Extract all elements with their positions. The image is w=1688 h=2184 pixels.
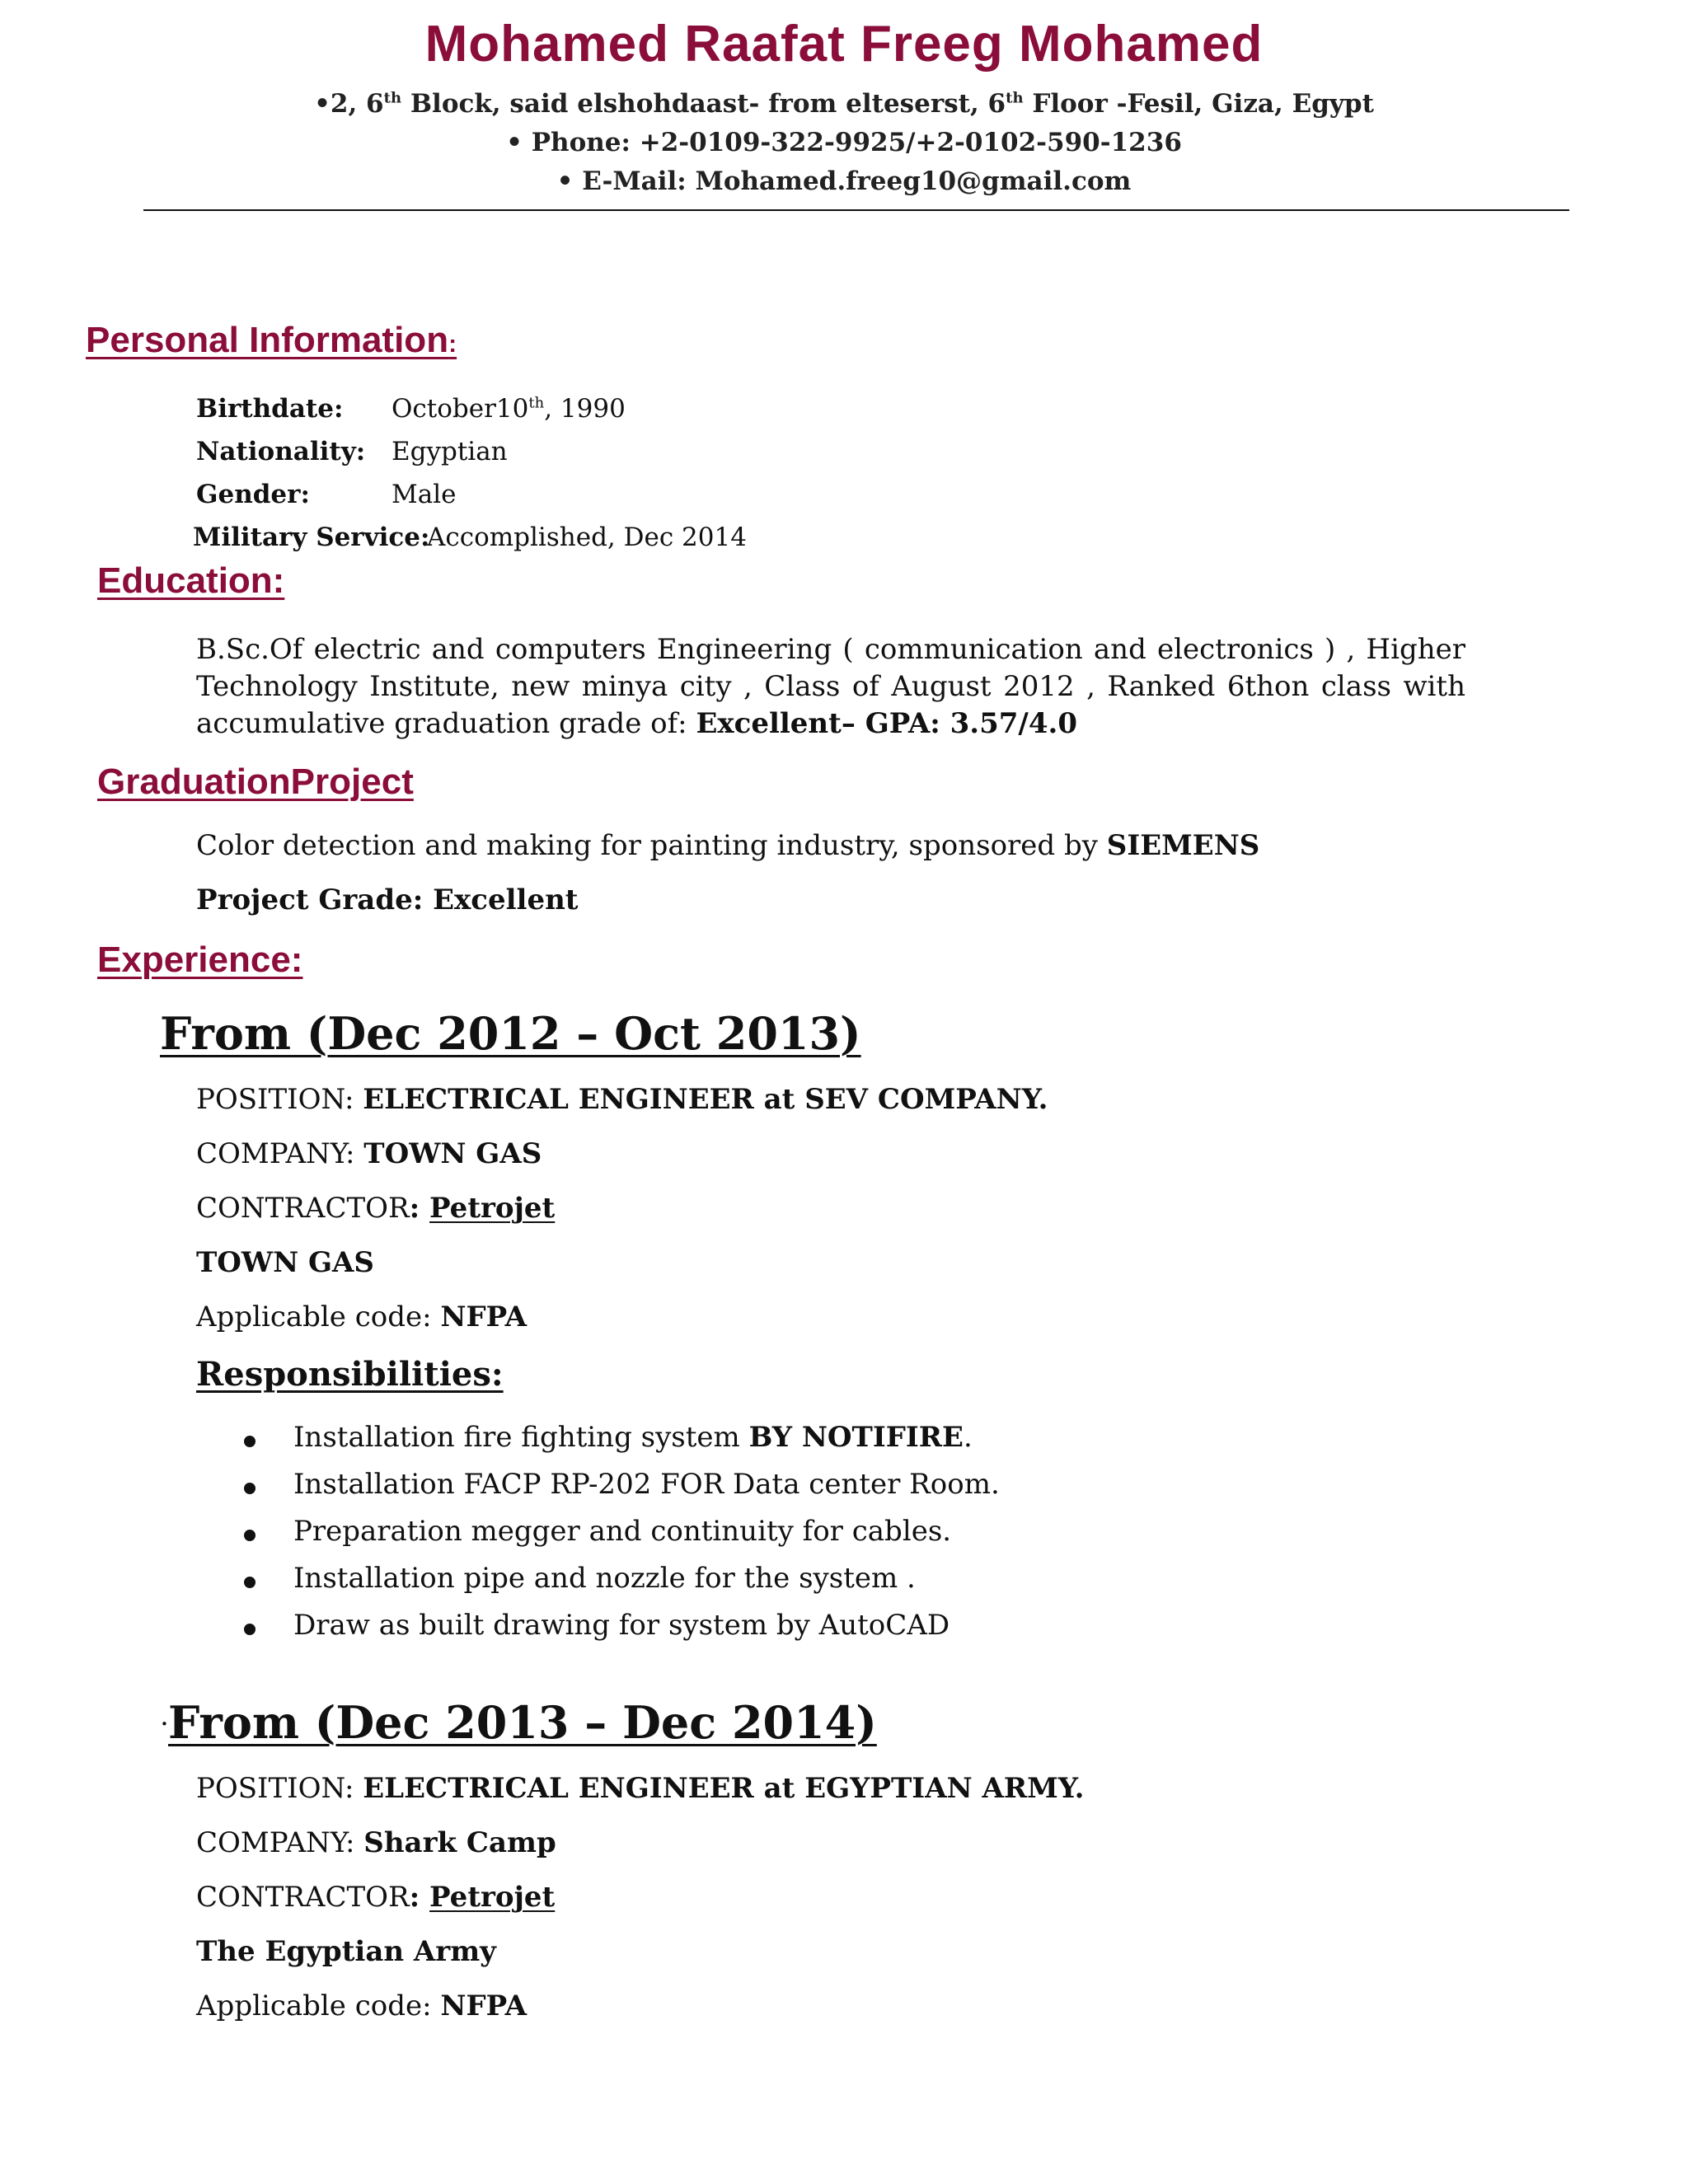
- job-period: From (Dec 2013 – Dec 2014): [168, 1696, 877, 1749]
- list-item: Installation FACP RP-202 FOR Data center Room.: [244, 1468, 1398, 1515]
- personal-info-heading: Personal Information:: [86, 320, 457, 360]
- bullet-icon: [244, 1483, 256, 1494]
- job-company: COMPANY: Shark Camp: [196, 1826, 556, 1859]
- education-heading: Education:: [97, 560, 285, 601]
- job-position: POSITION: ELECTRICAL ENGINEER at EGYPTIAN ARMY.: [196, 1772, 1085, 1805]
- bullet-icon: [244, 1436, 256, 1447]
- experience-heading: Experience:: [97, 940, 303, 980]
- nationality-value: Egyptian: [392, 437, 508, 466]
- job-client: The Egyptian Army: [196, 1935, 496, 1968]
- job-company: COMPANY: TOWN GAS: [196, 1137, 542, 1170]
- responsibilities-heading: Responsibilities:: [196, 1355, 504, 1394]
- project-description: Color detection and making for painting industry, sponsored by SIEMENS: [196, 829, 1260, 862]
- header-divider: [143, 209, 1569, 211]
- job-client: TOWN GAS: [196, 1246, 374, 1279]
- list-item: Installation fire fighting system BY NOTIFIRE.: [244, 1421, 1398, 1468]
- birthdate-value: October10th, 1990: [392, 394, 626, 424]
- gender-value: Male: [392, 480, 457, 509]
- bullet-icon: [244, 1577, 256, 1588]
- gender-label: Gender:: [196, 480, 310, 509]
- responsibilities-list: [244, 1421, 1398, 1656]
- birthdate-label: Birthdate:: [196, 394, 344, 424]
- job-period-prefix: .: [160, 1699, 169, 1732]
- address-line: •2, 6th Block, said elshohdaast- from elteserst, 6th Floor -Fesil, Giza, Egypt: [314, 89, 1374, 119]
- job-period: From (Dec 2012 – Oct 2013): [160, 1007, 861, 1060]
- email-line: • E-Mail: Mohamed.freeg10@gmail.com: [556, 166, 1132, 196]
- nationality-label: Nationality:: [196, 437, 366, 466]
- military-label: Military Service:: [193, 523, 430, 552]
- list-item: Installation pipe and nozzle for the system .: [244, 1562, 1398, 1609]
- bullet-icon: [244, 1624, 256, 1635]
- project-grade: Project Grade: Excellent: [196, 883, 579, 916]
- candidate-name: Mohamed Raafat Freeg Mohamed: [424, 16, 1264, 73]
- job-code: Applicable code: NFPA: [196, 1990, 528, 2022]
- bullet-icon: [244, 1530, 256, 1541]
- job-contractor: CONTRACTOR: Petrojet: [196, 1192, 556, 1225]
- job-position: POSITION: ELECTRICAL ENGINEER at SEV COMPANY.: [196, 1083, 1048, 1116]
- military-value: Accomplished, Dec 2014: [427, 523, 747, 552]
- job-contractor: CONTRACTOR: Petrojet: [196, 1881, 556, 1914]
- list-item: Draw as built drawing for system by AutoCAD: [244, 1609, 1398, 1656]
- address-bullet: •: [314, 89, 331, 119]
- list-item: Preparation megger and continuity for cables.: [244, 1515, 1398, 1562]
- job-code: Applicable code: NFPA: [196, 1301, 528, 1333]
- education-grade: Excellent– GPA: 3.57/4.0: [696, 707, 1077, 740]
- phone-line: • Phone: +2-0109-322-9925/+2-0102-590-1236: [506, 128, 1182, 157]
- graduation-project-heading: GraduationProject: [97, 762, 414, 802]
- project-sponsor: SIEMENS: [1106, 829, 1260, 862]
- education-text: B.Sc.Of electric and computers Engineering ( communication and electronics ) , Higher Technology Institute, new minya city , Class of August 2012 , Ranked 6thon class with accumulative graduation grade of: Excellent– GPA: 3.57/4.0: [196, 633, 1465, 740]
